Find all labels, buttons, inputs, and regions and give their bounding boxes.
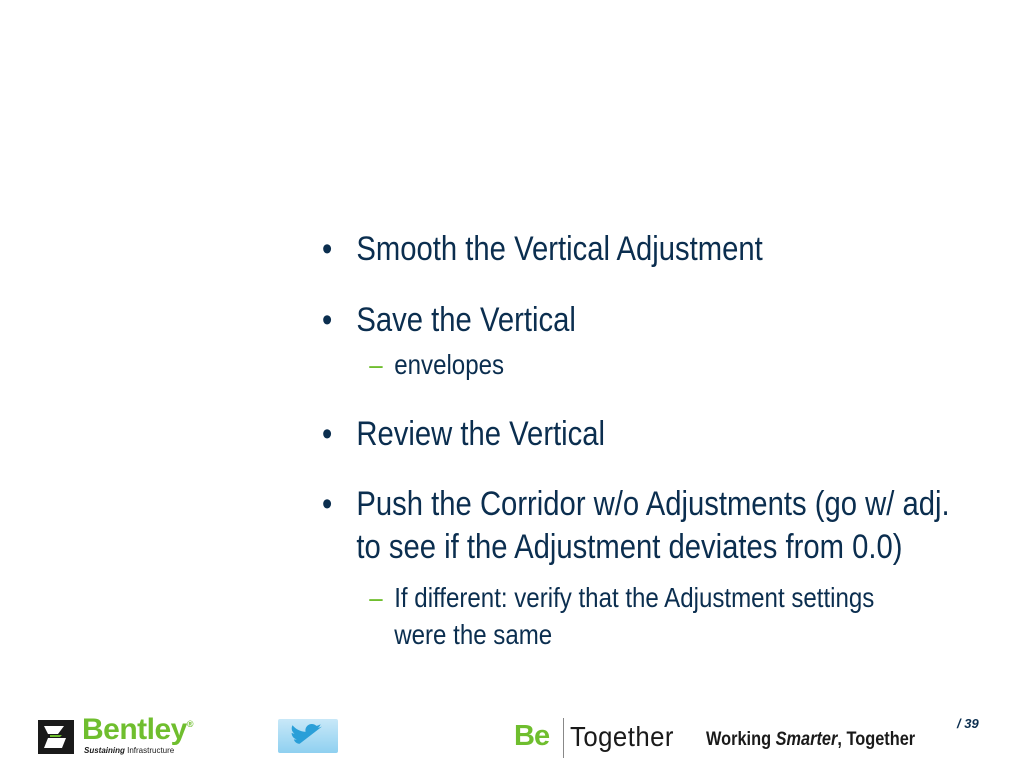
working-smarter-slogan: Working Smarter, Together <box>706 729 916 750</box>
logo-divider <box>563 718 564 758</box>
bullet-marker: • <box>322 230 333 268</box>
sub-bullet-item <box>322 346 927 383</box>
bullet-item <box>322 413 958 456</box>
sub-bullet-text: If different: verify that the Adjustment settings were the same <box>394 582 875 650</box>
bullet-text: Push the Corridor w/o Adjustments (go w/ adj. to see if the Adjustment deviates from 0.0) <box>356 485 950 566</box>
bentley-tagline: Sustaining Infrastructure <box>84 746 175 755</box>
together-text: Together <box>570 721 674 752</box>
page-number: / 39 <box>957 716 979 731</box>
bullet-marker: • <box>322 415 333 453</box>
sub-bullet-marker: – <box>369 582 383 613</box>
bullet-text: Review the Vertical <box>356 415 606 453</box>
bullet-marker: • <box>322 485 333 523</box>
twitter-bird-icon <box>291 724 325 748</box>
slide-body <box>322 228 962 653</box>
be-together-logo <box>514 718 694 758</box>
bentley-logo <box>38 713 218 757</box>
bullet-text: Smooth the Vertical Adjustment <box>356 230 763 268</box>
bullet-marker: • <box>322 301 333 339</box>
sub-bullet-marker: – <box>369 349 383 380</box>
sub-bullet-text: envelopes <box>394 349 505 380</box>
bullet-item <box>322 299 958 342</box>
bentley-wordmark: Bentley® <box>82 713 194 746</box>
sub-bullet-item <box>322 579 902 653</box>
be-text: Be <box>514 720 550 752</box>
bullet-text: Save the Vertical <box>356 301 576 339</box>
twitter-button[interactable] <box>278 719 338 753</box>
bullet-item <box>322 228 958 271</box>
bentley-b-logo-icon <box>38 720 74 754</box>
bullet-item <box>322 483 967 569</box>
